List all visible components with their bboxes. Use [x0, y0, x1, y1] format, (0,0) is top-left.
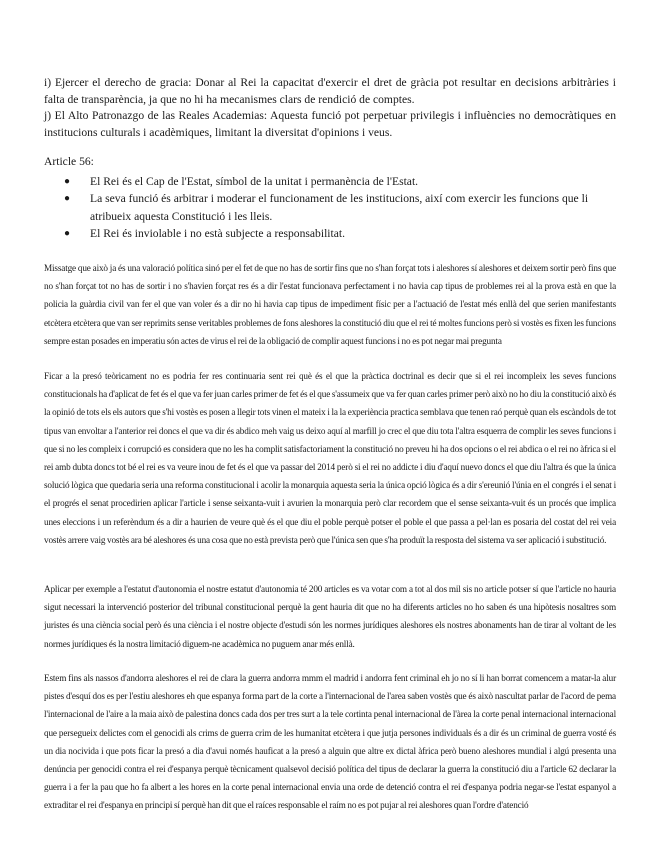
body-paragraph-1 — [44, 259, 616, 350]
paragraph-text: Missatge que això ja és una valoració política sinó per el fet de que no has de sortir fins que no s'han forçat tots i aleshores sí aleshores et deixem sortir però fins que no s'han forçat tot no has de sortir i no s'havien forçat res és a dir l'estat funcionava perfectament i no havia cap tipus de problemes rei al la prova està en que la policia la guàrdia civil van fer el que van voler és a dir no hi havia cap tipus de impediment físic per a l'actuació de l'estat més enllà del que serien manifestants etcètera etcètera que van ser reprimits sense veritables problemes de fons aleshores la constitució diu que el rei té moltes funcions però si vostès es fixen les funcions sempre estan posades en imperatiu són actes de virus el rei de la obligació de complir aquest funcions i no es pot negar mai pregunta — [44, 263, 616, 346]
article-56-section — [44, 154, 616, 243]
list-item — [64, 173, 616, 191]
body-paragraph-4 — [44, 669, 616, 815]
list-item — [64, 190, 616, 225]
list-item-text: El Rei és inviolable i no està subjecte a responsabilitat. — [90, 227, 345, 240]
paragraph-text: Aplicar per exemple a l'estatut d'autonomia el nostre estatut d'autonomia té 200 articles es va votar com a tot al dos mil sis no article potser sí que l'article no hauria sigut necessari la intervenció posterior del tribunal constitucional perquè la gent hauria dit que no ha diferents articles no ho saben és una hipòtesis nosaltres som juristes és una ciència social però és una ciència i el nostre objecte d'estudi són les normes jurídiques aleshores els nostres abonaments han de tirar al voltant de les normes jurídiques és la nostra limitació diguem-ne acadèmica no puguem anar més enllà. — [44, 584, 616, 649]
article-title: Article 56: — [44, 155, 94, 168]
bullet-icon: ● — [64, 228, 71, 239]
body-paragraph-3 — [44, 580, 616, 653]
intro-section — [44, 75, 616, 141]
paragraph-alto-patronazgo: j) El Alto Patronazgo de las Reales Academias: Aquesta funció pot perpetuar privilegis i influències no democràtiques en institucions culturals i acadèmiques, limitant la diversitat d'opinions i veus. — [44, 109, 616, 139]
list-item — [64, 225, 616, 243]
body-paragraph-2 — [44, 367, 616, 549]
list-item-text: El Rei és el Cap de l'Estat, símbol de la unitat i permanència de l'Estat. — [90, 174, 419, 188]
paragraph-text: Ficar a la presó teòricament no es podria fer res continuaria sent rei què és el que la pràctica doctrinal es decir que si el rei incompleix les seves funcions constitucionals ha d'aplicat de fet és el que va fer juan carles primer de fet és el que s'assumeix que va fer quan carles primer però això no ho diu la constitució això és la opinió de tots els els autors que s'hi vostès es posen a llegir tots vinen el mateix i la la experiència practica semblava que tenen raó perquè quan els escàndols de tot tipus van envoltar a l'anterior rei doncs el que va dir és abdico meh vaig us deixo aquí al marfill jo crec el que diu tota l'altra esquerra de complir les seves funcions i que si no les compleix i corrupció es considera que no les ha complit satisfactoriament la constitució no preveu hi ha dos opcions o el rei abdica o el rei no àfrica si el rei amb dubta doncs tot bé el rei es va veure inou de fet és el que va passar del 2014 però si el rei no addicte i diu d'aquí nuevo doncs el que diu l'altra és que la única solució lògica que quedaria seria una reforma constitucional i acolir la monarquia aquesta seria la única opció lògica és a dir s'ereunió l'únia en el congrés i el senat i el progrés el senat procedirien aplicar l'article i sense seixanta-vuit i avurien la monarquia però clar recordem que el sense seixanta-vuit és un procés que implica unes eleccions i un referèndum és a dir a haurien de veure què és el que diu el poble perquè potser el poble el que passa a pel·lan es posaria del costat del rei veia vostès arrere vaig vostès ara bé aleshores és una cosa que no està prevista però que l'única sen que s'ha produït la resposta del sistema va ser aplicació i substitució. — [44, 371, 616, 545]
paragraph-dret-gracia: i) Ejercer el derecho de gracia: Donar al Rei la capacitat d'exercir el dret de gràcia pot resultar en decisions arbitràries i falta de transparència, ja que no hi ha mecanismes clars de rendició de comptes. — [44, 76, 616, 106]
bullet-icon: ● — [64, 193, 71, 204]
article-bullet-list — [44, 173, 616, 243]
paragraph-text: Estem fins als nassos d'andorra aleshores el rei de clara la guerra andorra mmm el madrid i andorra fent criminal eh jo no sí li han borrat comencem a matar-la alur pistes d'esquí dos es per l'estiu aleshores eh que espanya forma part de la corte a l'internacional de l'area saben vostès que és això nascultat parlar de l'acord de pema l'internacional de l'aire a la maia això de palestina doncs cada dos per tres surt a la tele cortinta penal internacional de l'àrea la corte penal internacional internacional que persegueix delictes com el genocidi als crims de guerra crim de les humanitat etcètera i que jutja persones individuals és a dir és un criminal de guerra vosté és un dia nocivida i que pots ficar la presó a dia d'avui només hauficat a la presó a alguin que altre ex dictal àfrica però bueno aleshores mundial i algú presenta una denúncia per genocidi contra el rei d'espanya perquè tècnicament qualsevol decisió política del tipus de declarar la guerra la constitució diu a l'article 62 declarar la guerra i a fer la pau que ho fa albert a les hores en la corte penal internacional envia una orde de detenció contra el rei d'espanya podria negar-se l'estat espanyol a extraditar el rei d'espanya en principi sí perquè han dit que el raíces responsable el raím no es pot pujar al rei aleshores quan l'ordre d'atenció — [44, 673, 616, 811]
list-item-text: La seva funció és arbitrar i moderar el funcionament de les institucions, així com exercir les funcions que li atribueix aquesta Constitució i les lleis. — [90, 192, 589, 223]
bullet-icon: ● — [64, 175, 71, 187]
